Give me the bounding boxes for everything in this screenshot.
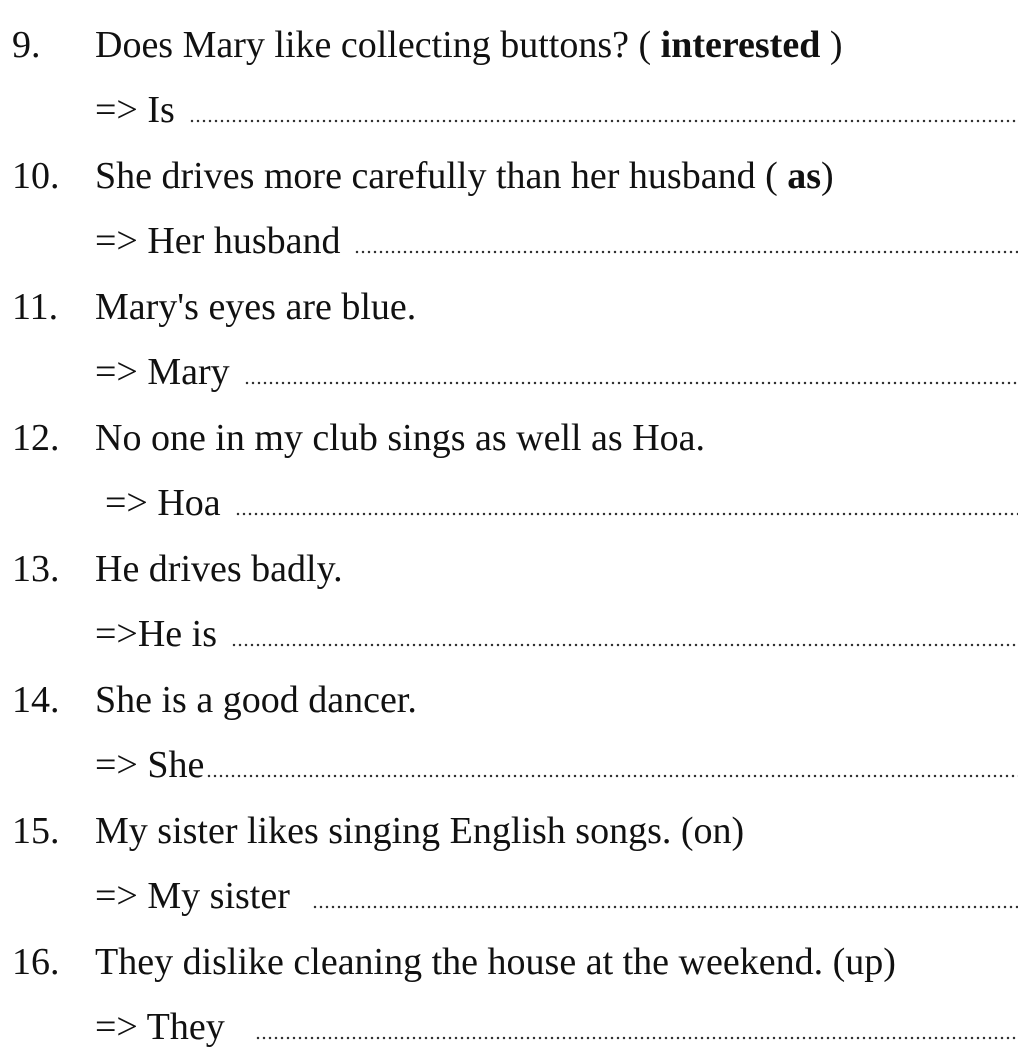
keyword: interested xyxy=(660,24,821,66)
question-line xyxy=(0,800,744,862)
question-number: 9. xyxy=(12,24,41,66)
answer-prompt: => Is xyxy=(95,89,175,131)
answer-prompt: => Hoa xyxy=(105,482,221,524)
exercise-item-13 xyxy=(0,538,1024,669)
answer-prompt: => Mary xyxy=(95,351,230,393)
answer-line[interactable] xyxy=(95,866,1018,926)
question-text: They dislike cleaning the house at the weekend. (up) xyxy=(95,941,896,983)
question-line xyxy=(0,407,705,469)
question-text xyxy=(95,154,834,198)
answer-line[interactable] xyxy=(95,997,1018,1057)
question-number: 13. xyxy=(12,548,60,590)
question-line xyxy=(0,276,416,338)
exercise-item-15 xyxy=(0,800,1024,931)
question-line xyxy=(0,669,417,731)
question-text: He drives badly. xyxy=(95,548,343,590)
question-text xyxy=(95,23,843,67)
answer-blank[interactable] xyxy=(312,905,1018,909)
answer-prompt: => My sister xyxy=(95,875,290,917)
question-number: 11. xyxy=(12,286,59,328)
question-line xyxy=(0,538,343,600)
question-text: My sister likes singing English songs. (on) xyxy=(95,810,745,852)
question-line xyxy=(0,14,843,76)
keyword: as xyxy=(787,155,822,197)
answer-prompt: => They xyxy=(95,1006,225,1048)
exercise-item-16 xyxy=(0,931,1024,1062)
exercise-item-12 xyxy=(0,407,1024,538)
answer-blank[interactable] xyxy=(231,643,1018,647)
question-text: No one in my club sings as well as Hoa. xyxy=(95,417,706,459)
exercise-item-9 xyxy=(0,14,1024,145)
answer-line[interactable] xyxy=(95,735,1018,795)
question-line xyxy=(0,145,834,207)
question-text-end: ) xyxy=(820,24,843,66)
answer-prompt: =>He is xyxy=(95,613,218,655)
exercise-item-10 xyxy=(0,145,1024,276)
question-text: Mary's eyes are blue. xyxy=(95,286,417,328)
answer-blank[interactable] xyxy=(206,774,1018,778)
question-text: She is a good dancer. xyxy=(95,679,417,721)
exercise-item-11 xyxy=(0,276,1024,407)
answer-line[interactable] xyxy=(95,211,1018,271)
question-text-end: ) xyxy=(821,155,834,197)
question-number: 16. xyxy=(12,941,60,983)
answer-line[interactable] xyxy=(95,342,1018,402)
question-text-part: She drives more carefully than her husband ( xyxy=(95,155,788,197)
answer-line[interactable] xyxy=(95,604,1018,664)
question-number: 14. xyxy=(12,679,60,721)
question-number: 15. xyxy=(12,810,60,852)
answer-prompt: => She xyxy=(95,744,205,786)
question-number: 10. xyxy=(12,155,60,197)
question-text-part: Does Mary like collecting buttons? ( xyxy=(95,24,661,66)
answer-line[interactable] xyxy=(95,80,1018,140)
answer-blank[interactable] xyxy=(189,119,1018,123)
answer-blank[interactable] xyxy=(235,512,1018,516)
answer-line[interactable] xyxy=(105,473,1018,533)
question-line xyxy=(0,931,896,993)
exercise-item-14 xyxy=(0,669,1024,800)
question-number: 12. xyxy=(12,417,60,459)
answer-blank[interactable] xyxy=(255,1036,1018,1040)
answer-prompt: => Her husband xyxy=(95,220,341,262)
answer-blank[interactable] xyxy=(244,381,1018,385)
answer-blank[interactable] xyxy=(354,250,1018,254)
